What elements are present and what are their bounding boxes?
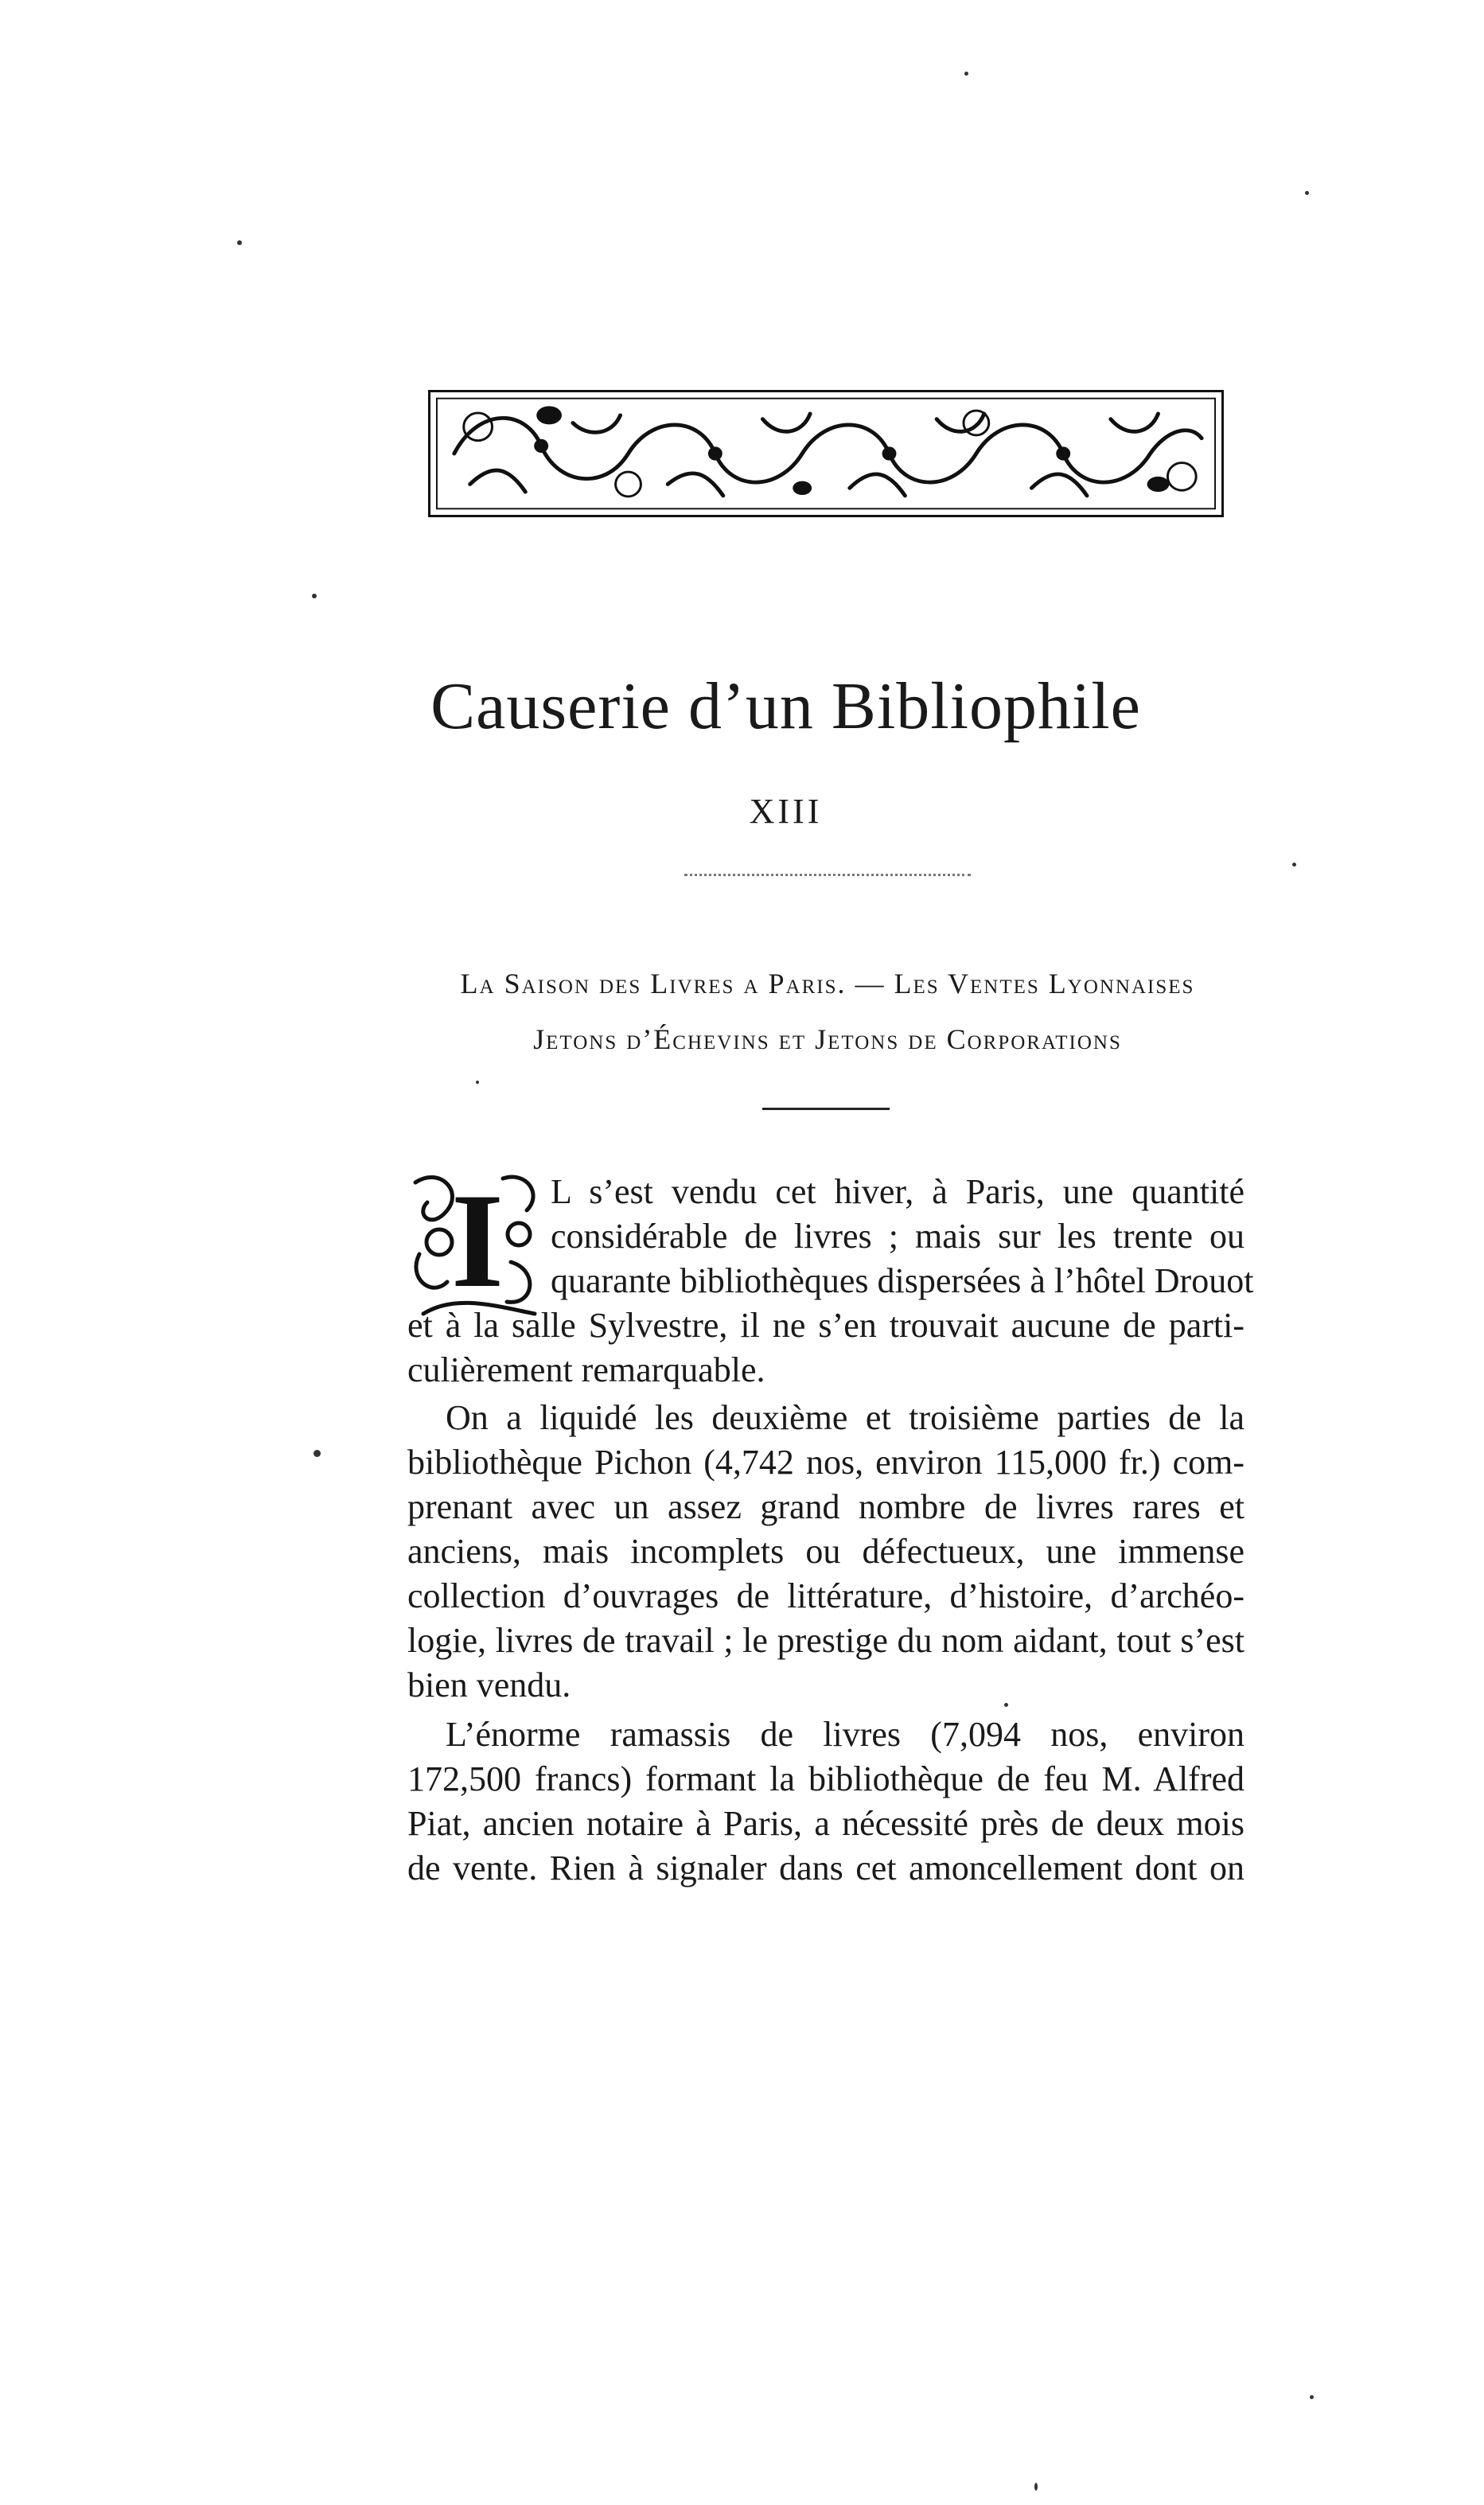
text-line: quarante bibliothèques dispersées à l’hôtel Drouot <box>551 1261 1254 1300</box>
text-line: et à la salle Sylvestre, il ne s’en trouvait aucune de parti- <box>407 1306 1244 1345</box>
scan-speck <box>314 1450 321 1457</box>
text-line: Piat, ancien notaire à Paris, a nécessité près de deux mois <box>407 1804 1244 1843</box>
text-line: 172,500 francs) formant la bibliothèque de feu M. Alfred <box>407 1759 1244 1798</box>
drop-cap-i <box>407 1167 547 1319</box>
text-line: de vente. Rien à signaler dans cet amoncellement dont on <box>407 1849 1244 1888</box>
scan-speck <box>964 72 968 76</box>
page-title: Causerie d’un Bibliophile <box>430 669 1141 743</box>
text-line: considérable de livres ; mais sur les trente ou <box>551 1217 1244 1256</box>
scan-speck <box>237 240 242 245</box>
text-line: anciens, mais incomplets ou défectueux, une immense <box>407 1532 1244 1571</box>
chapter-number: XIII <box>749 792 823 831</box>
dotted-divider <box>684 874 971 879</box>
scan-speck <box>1305 191 1309 195</box>
text-line: L s’est vendu cet hiver, à Paris, une quantité <box>551 1172 1244 1211</box>
text-line: logie, livres de travail ; le prestige du nom aidant, tout s’est <box>407 1621 1244 1660</box>
text-line: collection d’ouvrages de littérature, d’histoire, d’archéo- <box>407 1576 1244 1615</box>
chapter-summary-line-2: Jetons d’Échevins et Jetons de Corporations <box>533 1023 1122 1055</box>
scan-speck <box>476 1081 479 1084</box>
scan-speck <box>1310 2395 1314 2399</box>
headpiece-ornament-icon <box>430 392 1221 515</box>
text-line: bien vendu. <box>407 1665 571 1704</box>
drop-cap-letter: I <box>450 1167 504 1315</box>
ornamental-headpiece <box>428 390 1224 517</box>
scan-speck <box>1004 1703 1008 1707</box>
text-line: L’énorme ramassis de livres (7,094 nos, environ <box>446 1715 1244 1754</box>
section-divider <box>762 1108 890 1110</box>
scan-speck <box>1034 2483 1038 2491</box>
text-line: culièrement remarquable. <box>407 1350 765 1389</box>
scan-speck <box>1292 863 1296 867</box>
scan-speck <box>312 594 317 598</box>
text-line: bibliothèque Pichon (4,742 nos, environ 115,000 fr.) com- <box>407 1443 1244 1482</box>
text-line: prenant avec un assez grand nombre de livres rares et <box>407 1487 1244 1526</box>
ornamental-initial-icon <box>407 1167 547 1319</box>
chapter-summary-line-1: La Saison des Livres a Paris. — Les Ventes Lyonnaises <box>460 968 1195 999</box>
text-line: On a liquidé les deuxième et troisième parties de la <box>446 1398 1244 1437</box>
